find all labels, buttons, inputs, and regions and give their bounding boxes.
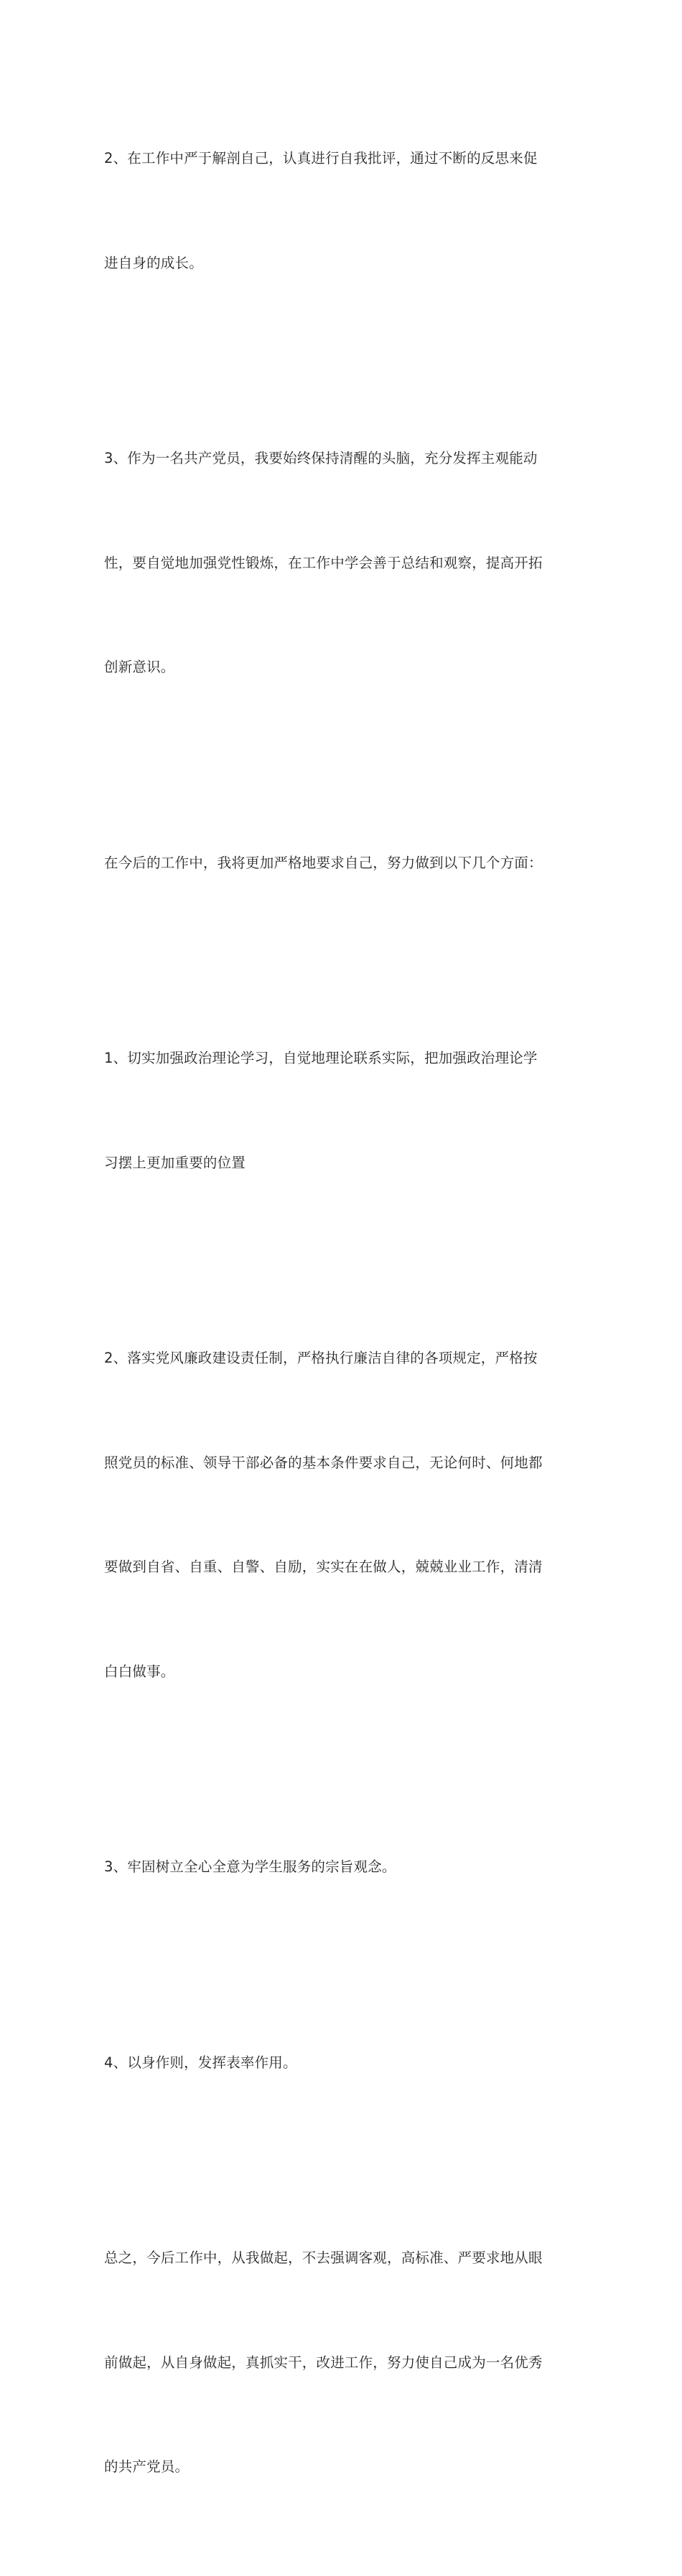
text-line: 2、落实党风廉政建设责任制，严格执行廉洁自律的各项规定，严格按	[104, 1350, 538, 1366]
text-line: 创新意识。	[104, 659, 175, 675]
text-line: 在今后的工作中，我将更加严格地要求自己，努力做到以下几个方面：	[104, 854, 543, 871]
text-line: 要做到自省、自重、自警、自励，实实在在做人，兢兢业业工作，清清	[104, 1559, 543, 1575]
paragraph-integrity	[104, 1271, 589, 1759]
text-line: 的共产党员。	[104, 2458, 190, 2475]
text-line: 2、在工作中严于解剖自己，认真进行自我批评，通过不断的反思来促	[104, 150, 538, 166]
text-line: 进自身的成长。	[104, 254, 203, 271]
paragraph-party-member	[104, 372, 589, 755]
text-line: 1、切实加强政治理论学习，自觉地理论联系实际，把加强政治理论学	[104, 1050, 538, 1066]
paragraph-self-criticism	[104, 72, 589, 350]
text-line: 3、牢固树立全心全意为学生服务的宗旨观念。	[104, 1858, 396, 1875]
paragraph-serve-students	[104, 1780, 589, 1955]
text-line: 照党员的标准、领导干部必备的基本条件要求自己，无论何时、何地都	[104, 1454, 543, 1471]
paragraph-lead-by-example	[104, 1976, 589, 2150]
paragraph-future-intro	[104, 776, 589, 951]
text-line: 性，要自觉地加强党性锻炼，在工作中学会善于总结和观察，提高开拓	[104, 554, 543, 571]
text-line: 白白做事。	[104, 1663, 175, 1680]
text-line: 3、作为一名共产党员，我要始终保持清醒的头脑，充分发挥主观能动	[104, 450, 538, 466]
document-body	[104, 72, 589, 2576]
paragraph-theory-study	[104, 972, 589, 1250]
text-line: 4、以身作则，发挥表率作用。	[104, 2054, 297, 2071]
text-line: 总之，今后工作中，从我做起，不去强调客观，高标准、严要求地从眼	[104, 2250, 543, 2266]
paragraph-conclusion	[104, 2171, 589, 2554]
text-line: 习摆上更加重要的位置	[104, 1154, 246, 1171]
text-line: 前做起，从自身做起，真抓实干，改进工作，努力使自己成为一名优秀	[104, 2354, 543, 2371]
